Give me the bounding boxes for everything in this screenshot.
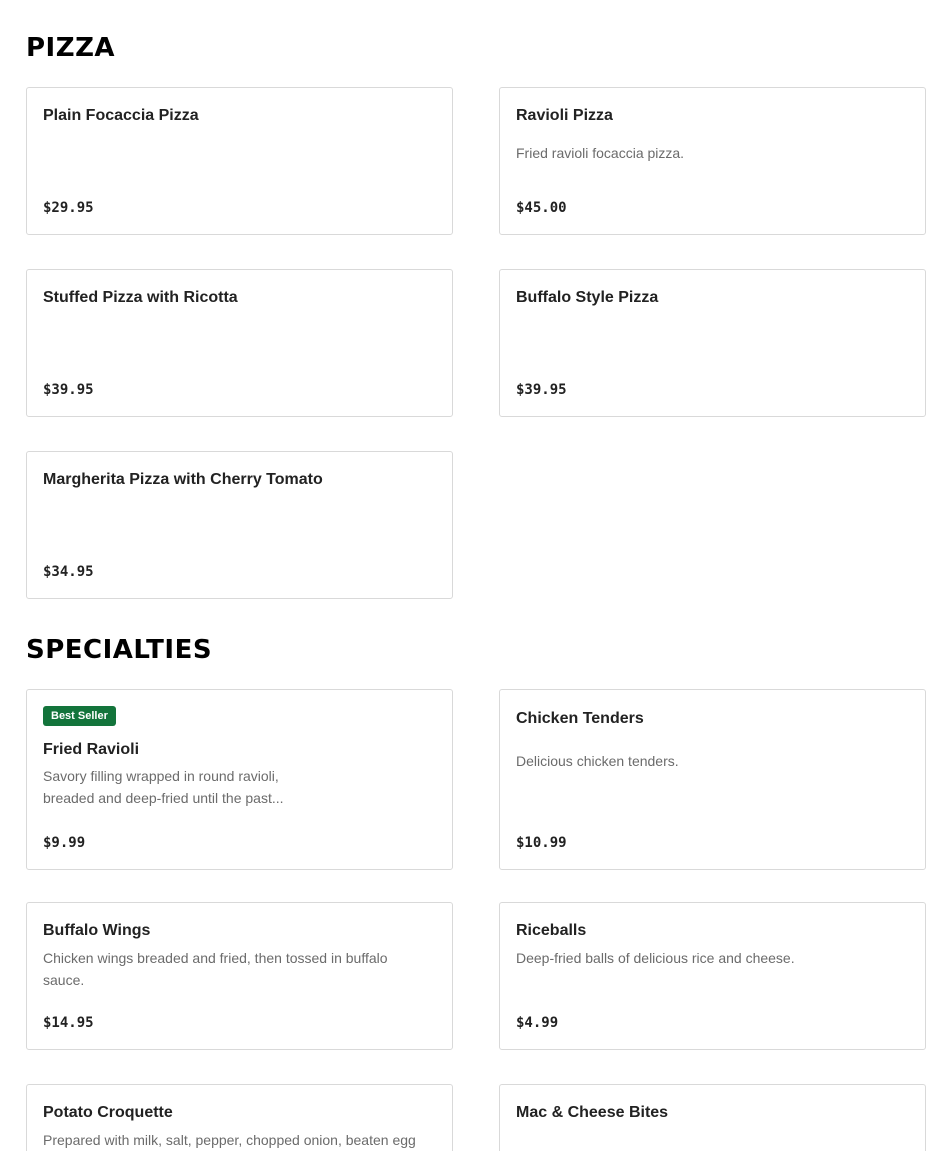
item-price: $14.95 xyxy=(43,1015,94,1031)
item-description: Chicken wings breaded and fried, then tossed in buffalo sauce. xyxy=(43,950,388,988)
item-description: Savory filling wrapped in round ravioli, breaded and deep-fried until the past... xyxy=(43,768,284,806)
item-price: $4.99 xyxy=(516,1015,559,1031)
section-title-pizza: PIZZA xyxy=(26,33,116,63)
item-name: Chicken Tenders xyxy=(516,710,644,727)
item-price: $29.95 xyxy=(43,200,94,216)
item-name: Stuffed Pizza with Ricotta xyxy=(43,289,238,306)
item-name: Riceballs xyxy=(516,922,587,939)
item-name: Ravioli Pizza xyxy=(516,107,613,124)
item-name: Mac & Cheese Bites xyxy=(516,1104,669,1121)
item-price: $39.95 xyxy=(43,382,94,398)
menu-item-chicken-tenders[interactable] xyxy=(499,689,926,870)
menu-item-buffalo-wings[interactable] xyxy=(26,902,453,1050)
item-name: Margherita Pizza with Cherry Tomato xyxy=(43,471,323,488)
best-seller-badge: Best Seller xyxy=(43,706,116,726)
item-description: Delicious chicken tenders. xyxy=(516,753,679,769)
menu-item-ravioli-pizza[interactable] xyxy=(499,87,926,235)
item-price: $34.95 xyxy=(43,564,94,580)
item-price: $9.99 xyxy=(43,835,86,851)
item-name: Buffalo Wings xyxy=(43,922,151,939)
item-name: Potato Croquette xyxy=(43,1104,173,1121)
menu-item-potato-croquette[interactable] xyxy=(26,1084,453,1151)
menu-item-plain-focaccia-pizza[interactable] xyxy=(26,87,453,235)
item-price: $45.00 xyxy=(516,200,567,216)
item-description: Fried ravioli focaccia pizza. xyxy=(516,145,685,161)
item-price: $39.95 xyxy=(516,382,567,398)
item-name: Buffalo Style Pizza xyxy=(516,289,659,306)
menu-item-stuffed-pizza-with-ricotta[interactable] xyxy=(26,269,453,417)
section-title-specialties: SPECIALTIES xyxy=(26,635,213,665)
menu-item-riceballs[interactable] xyxy=(499,902,926,1050)
item-name: Fried Ravioli xyxy=(43,741,140,758)
menu-item-mac-cheese-bites[interactable] xyxy=(499,1084,926,1151)
item-description: Prepared with milk, salt, pepper, chopped onion, beaten egg xyxy=(43,1132,416,1148)
menu-item-margherita-pizza[interactable] xyxy=(26,451,453,599)
menu-item-buffalo-style-pizza[interactable] xyxy=(499,269,926,417)
item-price: $10.99 xyxy=(516,835,567,851)
item-description: Deep-fried balls of delicious rice and cheese. xyxy=(516,950,795,966)
menu-item-fried-ravioli[interactable] xyxy=(26,689,453,870)
item-name: Plain Focaccia Pizza xyxy=(43,107,199,124)
